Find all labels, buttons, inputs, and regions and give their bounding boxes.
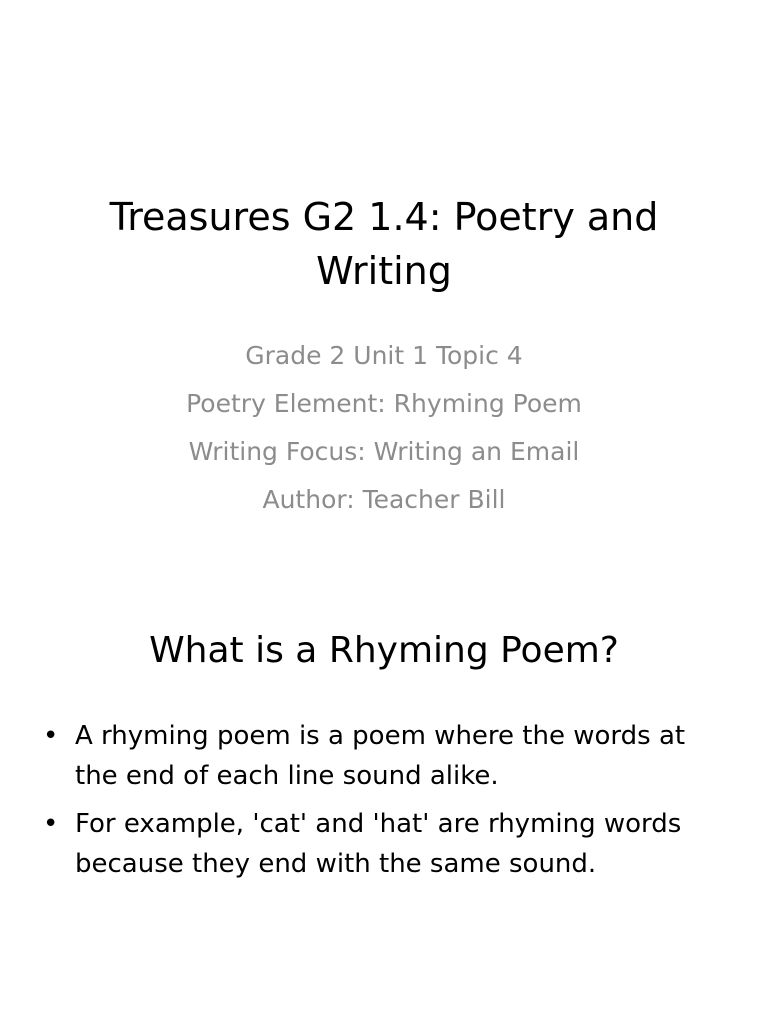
list-item (40, 804, 730, 884)
slide-subtitle (60, 332, 708, 524)
list-item (40, 716, 730, 796)
bullet-text: A rhyming poem is a poem where the words at the end of each line sound alike. (75, 721, 686, 791)
section-heading: What is a Rhyming Poem? (149, 630, 619, 671)
bullet-text: For example, 'cat' and 'hat' are rhyming words because they end with the same sound. (75, 809, 682, 879)
bullet-list (40, 716, 730, 892)
subtitle-grade-unit-topic: Grade 2 Unit 1 Topic 4 (245, 341, 523, 370)
subtitle-writing-focus: Writing Focus: Writing an Email (188, 437, 580, 466)
bullet-icon: • (43, 721, 59, 751)
bullet-icon: • (43, 809, 59, 839)
subtitle-author: Author: Teacher Bill (262, 485, 506, 514)
slide-title: Treasures G2 1.4: Poetry and Writing (109, 195, 659, 293)
subtitle-poetry-element: Poetry Element: Rhyming Poem (186, 389, 582, 418)
